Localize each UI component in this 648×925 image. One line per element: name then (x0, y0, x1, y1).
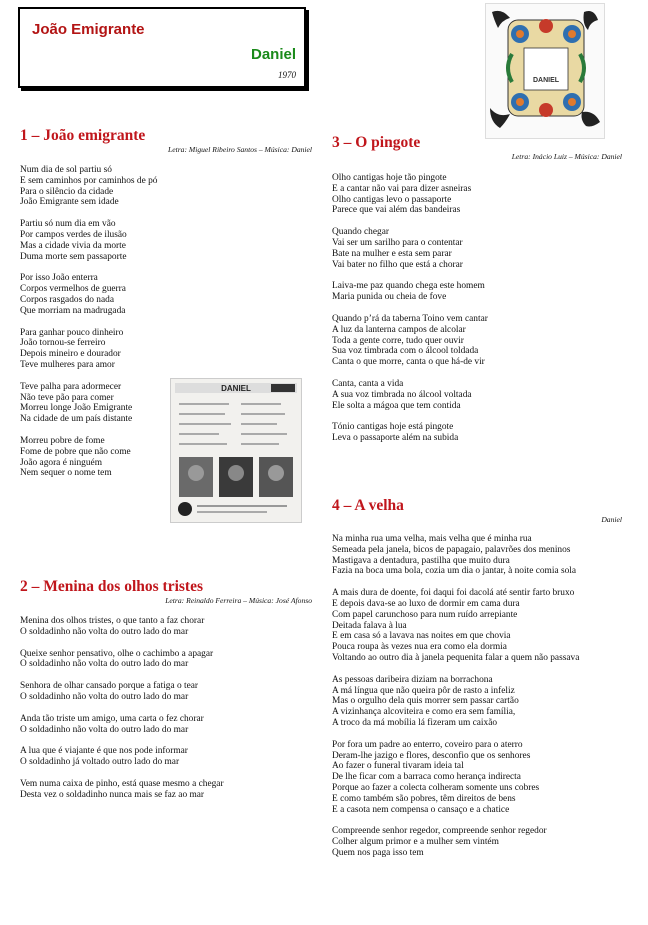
lyric-line: O soldadinho não volta do outro lado do mar (20, 724, 189, 735)
lyric-line: Deram-lhe jazigo e flores, desconfio que os senhores (332, 750, 531, 761)
song-3 (332, 134, 622, 444)
lyric-line: Voltando ao outro dia à janela pequenita falar a quem não passava (332, 652, 580, 663)
lyric-line: Fazia na boca uma bola, cozia um dia o jantar, à noite comia sola (332, 566, 577, 577)
lyric-line: João Emigrante sem idade (20, 197, 119, 208)
lyric-line: Que morriam na madrugada (20, 305, 126, 316)
lyric-line: E sem caminhos por caminhos de pó (20, 175, 158, 186)
stanza-gap (332, 411, 622, 422)
lyric-line: E a casota nem compensa o cansaço e a chatice (332, 804, 510, 815)
stanza-gap (20, 768, 312, 779)
song-lyrics (20, 165, 312, 479)
lyric-line: Vem numa caixa de pinho, está quase mesmo a chegar (20, 778, 224, 789)
stanza-gap (332, 270, 622, 281)
back-cover-label: DANIEL (221, 384, 251, 393)
lyric-line: A luz da lanterna campos de alcolar (332, 324, 466, 335)
lyric-line: Por fora um padre ao enterro, coveiro para o aterro (332, 739, 523, 750)
lyric-line: Corpos rasgados do nada (20, 294, 114, 305)
song-credit: Daniel (601, 515, 622, 524)
lyric-line: Quem nos paga isso tem (332, 847, 424, 858)
lyric-line: Morreu longe João Emigrante (20, 403, 133, 414)
lyric-line: A vizinhança alcoviteira e como era sem família, (332, 707, 516, 718)
lyric-line: Laiva-me paz quando chega este homem (332, 281, 485, 292)
song-title: 2 – Menina dos olhos tristes (20, 578, 203, 595)
stanza-gap (20, 262, 312, 273)
lyric-line: O soldadinho não volta do outro lado do mar (20, 659, 189, 670)
artist-name: Daniel (250, 46, 296, 63)
lyric-line: De lhe ficar com a barraca como herança indirecta (332, 772, 521, 783)
stanza-gap (332, 729, 622, 740)
lyric-line: Olho cantigas levo o passaporte (332, 194, 452, 205)
lyric-line: Vai bater no filho que está a chorar (332, 259, 463, 270)
lyric-line: O soldadinho não volta do outro lado do mar (20, 626, 189, 637)
document-title: João Emigrante (32, 21, 145, 38)
lyric-line: Tónio cantigas hoje está pingote (332, 422, 454, 433)
lyric-line: Menina dos olhos tristes, o que tanto a faz chorar (20, 616, 205, 626)
stanza-gap (20, 371, 312, 382)
lyric-line: Para o silêncio da cidade (20, 186, 114, 197)
lyric-line: A troco da má mobília lá fizeram um caixão (332, 717, 498, 728)
lyric-line: Num dia de sol partiu só (20, 165, 112, 175)
lyric-line: Duma morte sem passaporte (20, 251, 127, 262)
lyric-line: Ao fazer o funeral tivaram ideia tal (332, 761, 464, 772)
lyric-line: E em casa só a lavava nas noites em que chovia (332, 631, 511, 642)
album-cover-art (486, 4, 604, 138)
lyric-line: Toda a gente corre, tudo quer ouvir (332, 335, 464, 346)
song-credit: Letra: Inácio Luiz – Música: Daniel (511, 152, 622, 161)
cover-label: DANIEL (532, 77, 560, 84)
header-box (18, 7, 306, 88)
lyric-line: Colher algum primor e a mulher sem vintém (332, 837, 499, 848)
lyric-line: A sua voz timbrada no álcool voltada (332, 389, 472, 400)
lyric-line: Por isso João enterra (20, 273, 98, 284)
stanza-gap (20, 703, 312, 714)
song-4 (332, 497, 622, 859)
stanza-gap (332, 815, 622, 826)
lyric-line: Corpos vermelhos de guerra (20, 284, 126, 295)
lyric-line: João agora é ninguém (20, 457, 103, 468)
lyric-line: Depois mineiro e dourador (20, 349, 121, 360)
lyric-line: As pessoas daribeira diziam na borrachona (332, 674, 493, 685)
song-credit: Letra: Reinaldo Ferreira – Música: José Afonso (165, 596, 312, 605)
song-lyrics (20, 616, 312, 801)
lyric-line: Pouca roupa às vezes nua era como ela dormia (332, 642, 507, 653)
song-1 (20, 127, 312, 479)
lyric-line: E a cantar não vai para dizer asneiras (332, 183, 472, 194)
stanza-gap (20, 735, 312, 746)
stanza-gap (332, 664, 622, 675)
song-lyrics (332, 173, 622, 444)
lyric-line: O soldadinho já voltado outro lado do mar (20, 757, 180, 768)
lyric-line: Na cidade de um país distante (20, 414, 133, 425)
lyric-line: Com papel carunchoso para num ruído arrepiante (332, 609, 518, 620)
lyric-line: E depois dava-se ao luxo de dormir em cama dura (332, 598, 520, 609)
lyric-line: A má língua que não queira pôr de rasto a infeliz (332, 685, 515, 696)
lyric-line: Maria punida ou cheia de fove (332, 292, 447, 303)
release-year: 1970 (278, 70, 296, 80)
lyric-line: Leva o passaporte além na subida (332, 433, 459, 444)
lyric-line: Vai ser um sarilho para o contentar (332, 237, 463, 248)
lyric-line: Na minha rua uma velha, mais velha que é minha rua (332, 534, 532, 544)
lyric-line: Parece que vai além das bandeiras (332, 205, 461, 216)
lyric-line: Ele solta a mágoa que tem contida (332, 400, 461, 411)
lyric-line: Queixe senhor pensativo, olhe o cachimbo a apagar (20, 648, 214, 659)
lyric-line: Teve mulheres para amor (20, 359, 115, 370)
lyric-line: Quando p’rá da taberna Toino vem cantar (332, 313, 488, 324)
song-credit: Letra: Miguel Ribeiro Santos – Música: Daniel (168, 145, 312, 154)
song-title: 4 – A velha (332, 497, 404, 514)
stanza-gap (20, 670, 312, 681)
lyric-line: Anda tão triste um amigo, uma carta o fez chorar (20, 713, 204, 724)
lyric-line: Olho cantigas hoje tão pingote (332, 173, 447, 183)
lyric-line: Para ganhar pouco dinheiro (20, 327, 124, 338)
song-title: 1 – João emigrante (20, 127, 146, 144)
album-cover-image (486, 4, 604, 138)
lyric-line: E como também são pobres, têm direitos de bens (332, 793, 516, 804)
lyric-line: Porque ao fazer a colecta colheram somente uns cobres (332, 782, 540, 793)
lyric-line: A mais dura de doente, foi daqui foi dacolá até sentir farto bruxo (332, 588, 575, 599)
lyric-line: Senhora de olhar cansado porque a fatiga o tear (20, 681, 199, 692)
lyric-line: Nem sequer o nome tem (20, 468, 112, 479)
lyric-line: Compreende senhor regedor, compreende senhor regedor (332, 826, 547, 837)
lyric-line: Bate na mulher e esta sem parar (332, 248, 452, 259)
lyric-line: Deitada falava à lua (332, 620, 407, 631)
lyric-line: Teve palha para adormecer (20, 381, 122, 392)
song-2 (20, 578, 312, 801)
lyric-line: Mastigava a dentadura, pastilha que muito dura (332, 555, 510, 566)
lyric-line: Fome de pobre que não come (20, 446, 131, 457)
lyric-line: Por campos verdes de ilusão (20, 229, 127, 240)
lyric-line: Mas a cidade vivia da morte (20, 240, 126, 251)
stanza-gap (332, 368, 622, 379)
lyric-line: Morreu pobre de fome (20, 435, 105, 446)
lyric-line: O soldadinho não volta do outro lado do mar (20, 691, 189, 702)
lyric-line: Sua voz timbrada com o álcool toldada (332, 346, 479, 357)
stanza-gap (332, 577, 622, 588)
lyric-line: Partiu só num dia em vão (20, 219, 116, 230)
stanza-gap (20, 425, 312, 436)
lyric-line: Quando chegar (332, 227, 390, 238)
lyric-line: A lua que é viajante é que nos pode informar (20, 746, 188, 757)
stanza-gap (332, 303, 622, 314)
lyric-line: Não teve pão para comer (20, 392, 114, 403)
lyric-line: Canta, canta a vida (332, 378, 404, 389)
lyric-line: Canta o que morre, canta o que há-de vir (332, 357, 485, 368)
lyric-line: Desta vez o soldadinho nunca mais se faz ao mar (20, 789, 205, 800)
stanza-gap (332, 216, 622, 227)
lyric-line: Mas o orgulho dela quis morrer sem passar cartão (332, 696, 519, 707)
lyric-line: Semeada pela janela, bicos de papagaio, palavrões dos meninos (332, 544, 571, 555)
stanza-gap (20, 208, 312, 219)
stanza-gap (20, 638, 312, 649)
song-lyrics (332, 534, 622, 859)
lyric-line: João tornou-se ferreiro (20, 338, 106, 349)
song-title: 3 – O pingote (332, 134, 421, 151)
stanza-gap (20, 317, 312, 328)
